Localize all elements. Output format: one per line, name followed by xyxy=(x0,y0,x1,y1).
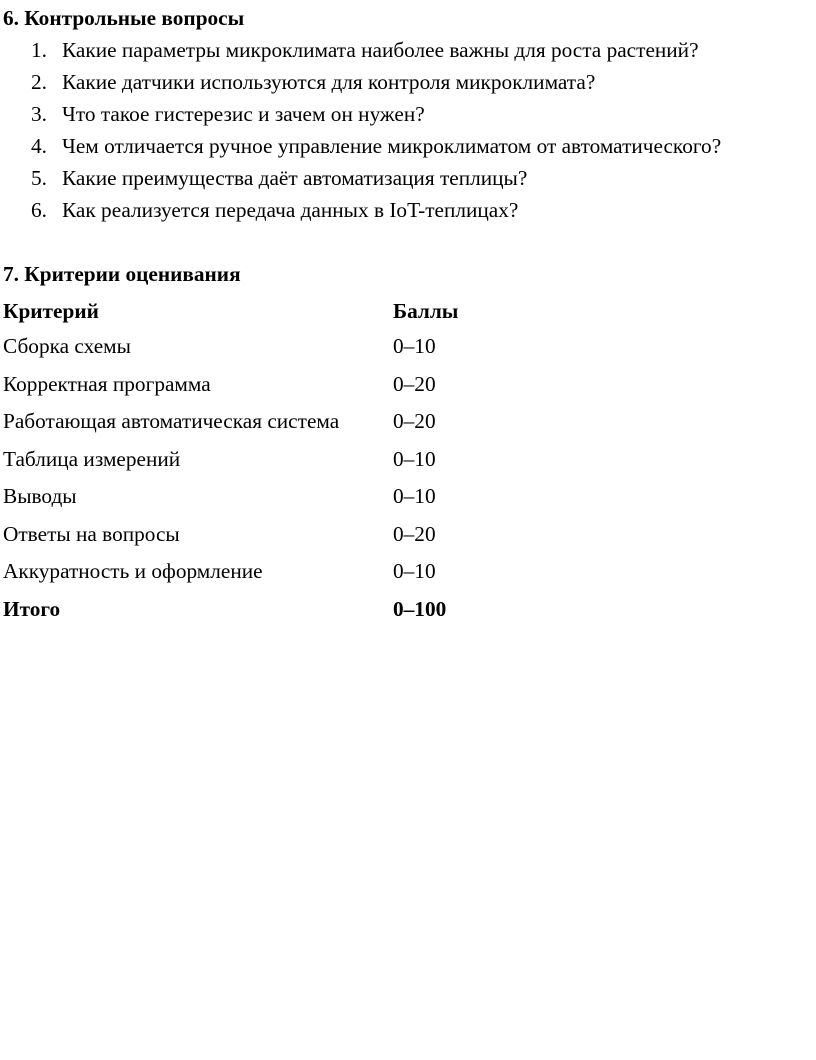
score-cell: 0–10 xyxy=(393,446,436,471)
question-number: 2. xyxy=(31,70,47,94)
table-row xyxy=(3,403,458,441)
table-row xyxy=(3,553,458,591)
score-cell: 0–10 xyxy=(393,334,436,359)
question-text: Как реализуется передача данных в IoT-теплицах? xyxy=(62,198,519,222)
question-number: 5. xyxy=(31,166,47,190)
score-column-header: Баллы xyxy=(393,298,459,323)
criterion-cell: Ответы на вопросы xyxy=(3,521,180,546)
criterion-cell: Сборка схемы xyxy=(3,334,131,359)
score-cell: 0–10 xyxy=(393,484,436,509)
section-7-heading: 7. Критерии оценивания xyxy=(3,262,241,286)
criterion-cell: Корректная программа xyxy=(3,371,211,396)
section-6-heading: 6. Контрольные вопросы xyxy=(3,6,245,30)
control-questions-list xyxy=(0,34,816,226)
criterion-cell: Работающая автоматическая система xyxy=(3,409,340,434)
criterion-cell: Таблица измерений xyxy=(3,446,181,471)
list-item xyxy=(0,130,816,162)
table-row xyxy=(3,441,458,479)
criterion-column-header: Критерий xyxy=(3,298,99,323)
score-cell: 0–20 xyxy=(393,409,436,434)
total-row xyxy=(3,591,458,629)
score-cell: 0–20 xyxy=(393,521,436,546)
table-header-row xyxy=(3,294,458,328)
question-text: Какие преимущества даёт автоматизация теплицы? xyxy=(62,166,528,190)
total-score: 0–100 xyxy=(393,596,447,621)
question-text: Чем отличается ручное управление микроклиматом от автоматического? xyxy=(62,134,722,158)
score-cell: 0–20 xyxy=(393,371,436,396)
criterion-cell: Выводы xyxy=(3,484,77,509)
question-number: 1. xyxy=(31,38,47,62)
total-label: Итого xyxy=(3,596,61,621)
table-row xyxy=(3,478,458,516)
question-text: Какие параметры микроклимата наиболее важны для роста растений? xyxy=(62,38,699,62)
table-row xyxy=(3,328,458,366)
score-cell: 0–10 xyxy=(393,559,436,584)
criterion-cell: Аккуратность и оформление xyxy=(3,559,263,584)
question-number: 3. xyxy=(31,102,47,126)
question-text: Что такое гистерезис и зачем он нужен? xyxy=(62,102,425,126)
table-row xyxy=(3,516,458,554)
list-item xyxy=(0,98,816,130)
question-number: 4. xyxy=(31,134,47,158)
question-text: Какие датчики используются для контроля микроклимата? xyxy=(62,70,596,94)
table-row xyxy=(3,366,458,404)
list-item xyxy=(0,34,816,66)
list-item xyxy=(0,162,816,194)
list-item xyxy=(0,66,816,98)
list-item xyxy=(0,194,816,226)
criteria-table xyxy=(3,294,458,628)
question-number: 6. xyxy=(31,198,47,222)
